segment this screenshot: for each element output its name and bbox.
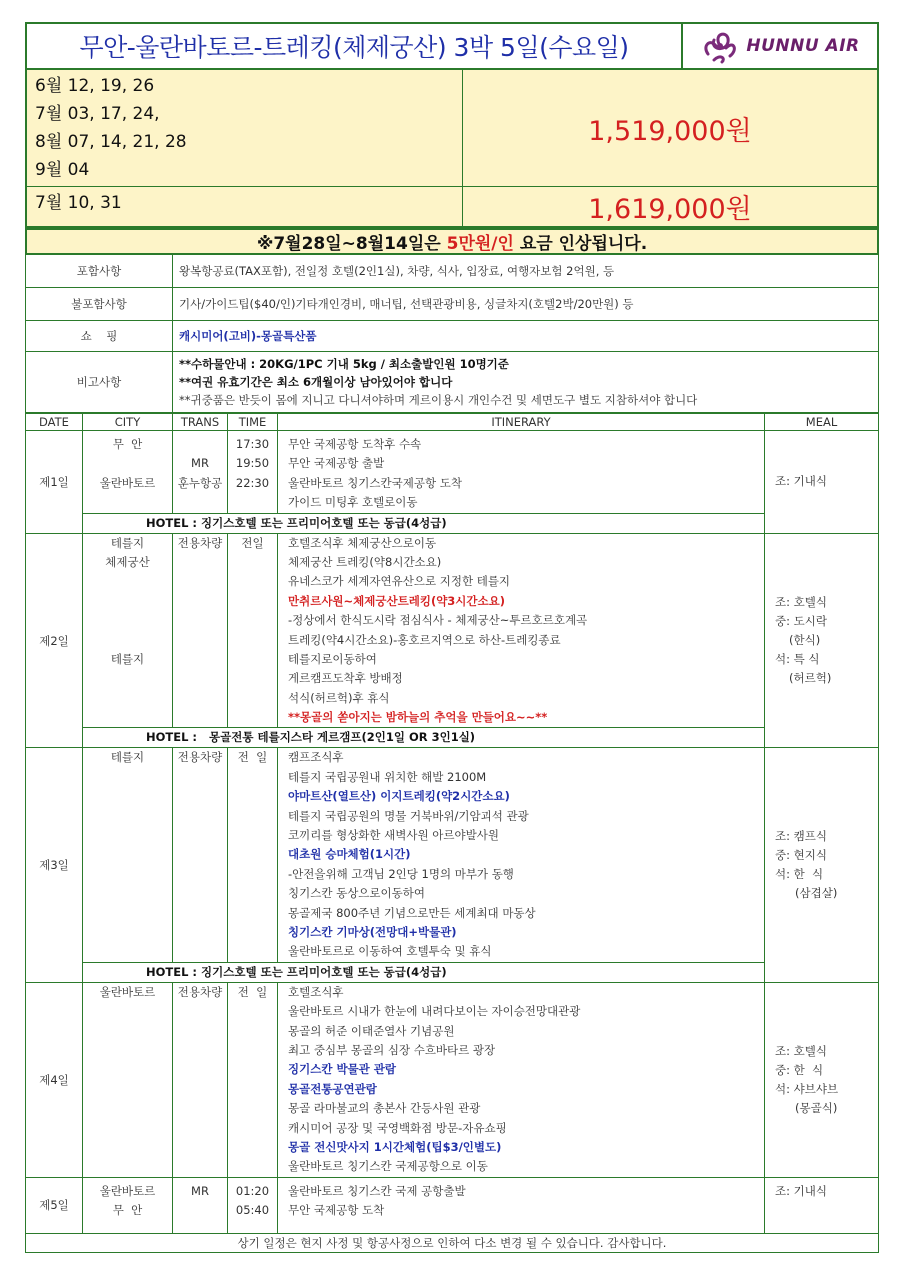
itinerary-line: **몽골의 쏟아지는 밤하늘의 추억을 만들어요~~** — [288, 710, 548, 725]
itinerary-line: 울란바토르 칭기스칸 국제공항으로 이동 — [288, 1159, 488, 1174]
meal-line: 석: 샤브샤브 — [775, 1081, 839, 1096]
itinerary-line: 징기스칸 박물관 관람 — [288, 1062, 396, 1077]
itinerary-line: 호텔조식후 체제궁산으로이동 — [288, 535, 437, 550]
trans-line: 훈누항공 — [177, 475, 223, 490]
col-meal: MEAL — [765, 414, 879, 431]
trans-line — [173, 435, 227, 454]
col-trans: TRANS — [173, 414, 228, 431]
itinerary-line: 테를지 국립공원의 명물 거북바위/기암괴석 관광 — [288, 808, 529, 823]
time-line: 전일 — [241, 535, 264, 550]
itinerary-line: 호텔조식후 — [288, 984, 344, 999]
included-value: 왕복항공료(TAX포함), 전일정 호텔(2인1실), 차량, 식사, 입장료, 여행자보험 2억원, 등 — [179, 264, 615, 278]
header — [25, 22, 879, 70]
itinerary-line: 울란바토르 시내가 한눈에 내려다보이는 자이승전망대관광 — [288, 1004, 581, 1019]
remark-line: **귀중품은 반듯이 몸에 지니고 다니셔야하며 게르이용시 개인수건 및 세면도구 별도 지참하셔야 합니다 — [179, 393, 698, 407]
itinerary-cell — [278, 1177, 765, 1233]
itinerary-line: 몽골 라마불교의 총본사 간등사원 관광 — [288, 1101, 481, 1116]
excluded-value: 기사/가이드팁($40/인)기타개인경비, 매너팁, 선택관광비용, 싱글차지(호텔2박/20만원) 등 — [179, 297, 634, 311]
day-label: 제1일 — [26, 431, 83, 534]
trans-cell — [173, 1177, 228, 1233]
col-time: TIME — [228, 414, 278, 431]
time-cell — [228, 533, 278, 728]
city-cell — [83, 533, 173, 728]
city-line: 테를지 — [110, 651, 145, 666]
itinerary-line: 유네스코가 세계자연유산으로 지정한 테를지 — [288, 574, 511, 589]
city-line: 무 안 — [112, 437, 143, 451]
day-row-5 — [26, 1177, 879, 1233]
meal-line: (삼겹살) — [795, 886, 838, 901]
itinerary-line: 체제궁산 트레킹(약8시간소요) — [288, 554, 442, 569]
notice-highlight: 5만원/인 — [446, 234, 514, 254]
time-line: 22:30 — [235, 475, 270, 490]
remarks-value — [173, 352, 878, 412]
city-line — [83, 631, 172, 650]
price-row — [27, 70, 877, 187]
shopping-label: 쇼 핑 — [26, 321, 173, 351]
col-city: CITY — [83, 414, 173, 431]
city-line: 울란바토르 — [99, 1183, 156, 1198]
time-cell — [228, 431, 278, 514]
itinerary-line: -정상에서 한식도시락 점심식사 - 체제궁산~투르호르호계곡 — [288, 613, 588, 628]
date-line: 6월 12, 19, 26 — [35, 76, 155, 96]
itinerary-line: 울란바토르 칭기스칸국제공항 도착 — [288, 475, 462, 490]
time-line — [228, 493, 277, 512]
table-header-row — [26, 414, 879, 431]
itinerary-line: 캐시미어 공장 및 국영백화점 방문-자유쇼핑 — [288, 1120, 507, 1135]
trans-line: 전용차량 — [177, 535, 223, 550]
itinerary-line: 무안 국제공항 도착후 수속 — [288, 437, 422, 451]
itinerary-line: 트레킹(약4시간소요)-홍호르지역으로 하산-트레킹종료 — [288, 632, 561, 647]
city-cell — [83, 982, 173, 1177]
time-line: 전 일 — [237, 984, 268, 999]
city-cell — [83, 1177, 173, 1233]
day-label: 제3일 — [26, 748, 83, 982]
itinerary-table — [25, 413, 879, 1234]
meal-line: 석: 특 식 — [775, 652, 820, 667]
trans-line: 전용차량 — [177, 750, 223, 765]
notice-suffix: 요금 인상됩니다. — [513, 234, 648, 254]
city-line: 무 안 — [112, 1203, 143, 1218]
date-line: 7월 03, 17, 24, — [35, 104, 160, 124]
itinerary-line: 야마트산(열트산) 이지트레킹(약2시간소요) — [288, 789, 510, 804]
city-line — [83, 592, 172, 611]
meal-cell — [765, 431, 879, 534]
time-line: 17:30 — [235, 437, 270, 451]
itinerary-line: 무안 국제공항 출발 — [288, 456, 385, 471]
day-row-2 — [26, 533, 879, 728]
itinerary-line: 몽골의 허준 이태준열사 기념공원 — [288, 1023, 455, 1038]
hotel-cell — [83, 513, 765, 533]
day-row-1 — [26, 431, 879, 514]
time-cell — [228, 982, 278, 1177]
itinerary-line: 칭기스칸 동상으로이동하여 — [288, 886, 425, 901]
day-row-3 — [26, 748, 879, 962]
col-itinerary: ITINERARY — [278, 414, 765, 431]
itinerary-line: 만취르사원~체제궁산트레킹(약3시간소요) — [288, 593, 506, 608]
time-line: 01:20 — [235, 1183, 270, 1198]
city-line — [83, 454, 172, 473]
itinerary-cell — [278, 431, 765, 514]
time-cell — [228, 1177, 278, 1233]
hotel-info: HOTEL : 징기스호텔 또는 프리미어호텔 또는 동급(4성급) — [146, 515, 447, 530]
meal-cell — [765, 1177, 879, 1233]
city-line — [83, 669, 172, 688]
price-section — [25, 70, 879, 228]
day-label: 제2일 — [26, 533, 83, 748]
page-title: 무안-울란바토르-트레킹(체제궁산) 3박 5일(수요일) — [79, 33, 629, 62]
itinerary-line: 칭기스칸 기마상(전망대+박물관) — [288, 924, 457, 939]
itinerary-line: 몽골제국 800주년 기념으로만든 세계최대 마동상 — [288, 905, 536, 920]
notice-prefix: ※7월28일~8월14일은 — [256, 234, 447, 254]
itinerary-cell — [278, 982, 765, 1177]
hotel-row — [26, 728, 879, 748]
city-line — [83, 689, 172, 708]
city-cell — [83, 431, 173, 514]
shopping-row — [26, 321, 878, 352]
city-line — [83, 493, 172, 512]
hotel-cell — [83, 728, 765, 748]
city-line: 체제궁산 — [105, 554, 150, 569]
hotel-row — [26, 962, 879, 982]
footer-note: 상기 일정은 현지 사정 및 항공사정으로 인하여 다소 변경 될 수 있습니다. 감사합니다. — [25, 1234, 879, 1253]
meal-line: 중: 도시락 — [775, 614, 827, 629]
remarks-row — [26, 352, 878, 413]
time-line: 05:40 — [235, 1203, 270, 1218]
meal-cell — [765, 748, 879, 982]
remark-line: **수하물안내 : 20KG/1PC 기내 5kg / 최소출발인원 10명기준 — [179, 357, 509, 371]
time-line: 19:50 — [235, 456, 270, 471]
itinerary-line: 몽골 전신맛사지 1시간체험(팁$3/인별도) — [288, 1139, 502, 1154]
hotel-info: HOTEL : 징기스호텔 또는 프리미어호텔 또는 동급(4성급) — [146, 964, 447, 979]
time-cell — [228, 748, 278, 962]
hotel-row — [26, 513, 879, 533]
city-line — [83, 611, 172, 630]
info-section — [25, 255, 879, 413]
itinerary-line: 캠프조식후 — [288, 750, 344, 765]
meal-line: 조: 기내식 — [775, 474, 827, 489]
itinerary-line: -안전을위해 고객님 2인당 1명의 마부가 동행 — [288, 866, 514, 881]
excluded-row — [26, 288, 878, 321]
logo-text: HUNNU AIR — [746, 36, 860, 56]
city-line: 울란바토르 — [99, 475, 156, 490]
meal-line: 조: 기내식 — [775, 1183, 827, 1198]
departure-dates — [27, 70, 463, 186]
meal-line: (몽골식) — [795, 1100, 838, 1115]
trans-line: MR — [191, 1183, 209, 1198]
trans-line: 전용차량 — [177, 984, 223, 999]
shopping-value: 캐시미어(고비)-몽골특산품 — [179, 329, 317, 343]
trans-cell — [173, 982, 228, 1177]
excluded-label: 불포함사항 — [26, 288, 173, 320]
airline-logo — [681, 24, 877, 68]
itinerary-cell — [278, 748, 765, 962]
itinerary-cell — [278, 533, 765, 728]
itinerary-line: 테를지 국립공원내 위치한 해발 2100M — [288, 769, 487, 784]
departure-dates — [27, 187, 463, 226]
remarks-label: 비고사항 — [26, 352, 173, 412]
hotel-info: HOTEL : 몽골전통 테를지스타 게르갬프(2인1일 OR 3인1실) — [146, 730, 476, 745]
date-line: 9월 04 — [35, 160, 90, 180]
meal-line: (한식) — [789, 633, 821, 648]
included-row — [26, 255, 878, 288]
meal-line: 중: 현지식 — [775, 848, 827, 863]
day-row-4 — [26, 982, 879, 1177]
hunnu-swirl-logo-icon — [700, 28, 740, 64]
date-line: 7월 10, 31 — [35, 193, 122, 213]
itinerary-line: 몽골전통공연관람 — [288, 1081, 377, 1096]
meal-cell — [765, 533, 879, 748]
itinerary-line: 대초원 승마체험(1시간) — [288, 847, 411, 862]
included-label: 포함사항 — [26, 255, 173, 287]
itinerary-line: 울란바토르로 이동하여 호텔투숙 및 휴식 — [288, 944, 492, 959]
date-line: 8월 07, 14, 21, 28 — [35, 132, 187, 152]
day-label: 제5일 — [26, 1177, 83, 1233]
trans-cell — [173, 533, 228, 728]
meal-line: 조: 호텔식 — [775, 595, 827, 610]
remark-line: **여권 유효기간은 최소 6개월이상 남아있어야 합니다 — [179, 375, 453, 389]
itinerary-line: 울란바토르 칭기스칸 국제 공항출발 — [288, 1183, 466, 1198]
itinerary-line: 석식(허르헉)후 휴식 — [288, 690, 390, 705]
itinerary-line: 가이드 미팅후 호텔로이동 — [288, 495, 418, 510]
city-cell — [83, 748, 173, 962]
price-row — [27, 187, 877, 226]
itinerary-line: 코끼리를 형상화한 새벽사원 아르야발사원 — [288, 828, 499, 843]
meal-line: 석: 한 식 — [775, 867, 824, 882]
city-line — [83, 708, 172, 727]
col-date: DATE — [26, 414, 83, 431]
trans-line: MR — [191, 456, 209, 471]
city-line: 테를지 — [110, 535, 145, 550]
itinerary-line: 게르캠프도착후 방배정 — [288, 671, 403, 686]
trans-cell — [173, 748, 228, 962]
surcharge-notice — [25, 228, 879, 255]
meal-line: 조: 호텔식 — [775, 1043, 827, 1058]
time-line: 전 일 — [237, 750, 268, 765]
hotel-cell — [83, 962, 765, 982]
trans-cell — [173, 431, 228, 514]
city-line — [83, 572, 172, 591]
itinerary-line: 무안 국제공항 도착 — [288, 1203, 385, 1218]
city-line: 울란바토르 — [99, 984, 156, 999]
meal-cell — [765, 982, 879, 1177]
itinerary-line: 최고 중심부 몽골의 심장 수흐바타르 광장 — [288, 1042, 496, 1057]
itinerary-line: 테를지로이동하여 — [288, 651, 377, 666]
price-value: 1,619,000원 — [588, 194, 752, 225]
price-value: 1,519,000원 — [588, 115, 752, 147]
itinerary-document — [25, 22, 879, 1253]
meal-line: (허르헉) — [789, 671, 832, 686]
city-line: 테를지 — [110, 750, 145, 765]
meal-line: 중: 한 식 — [775, 1062, 824, 1077]
meal-line: 조: 캠프식 — [775, 829, 827, 844]
day-label: 제4일 — [26, 982, 83, 1177]
trans-line — [173, 493, 227, 512]
